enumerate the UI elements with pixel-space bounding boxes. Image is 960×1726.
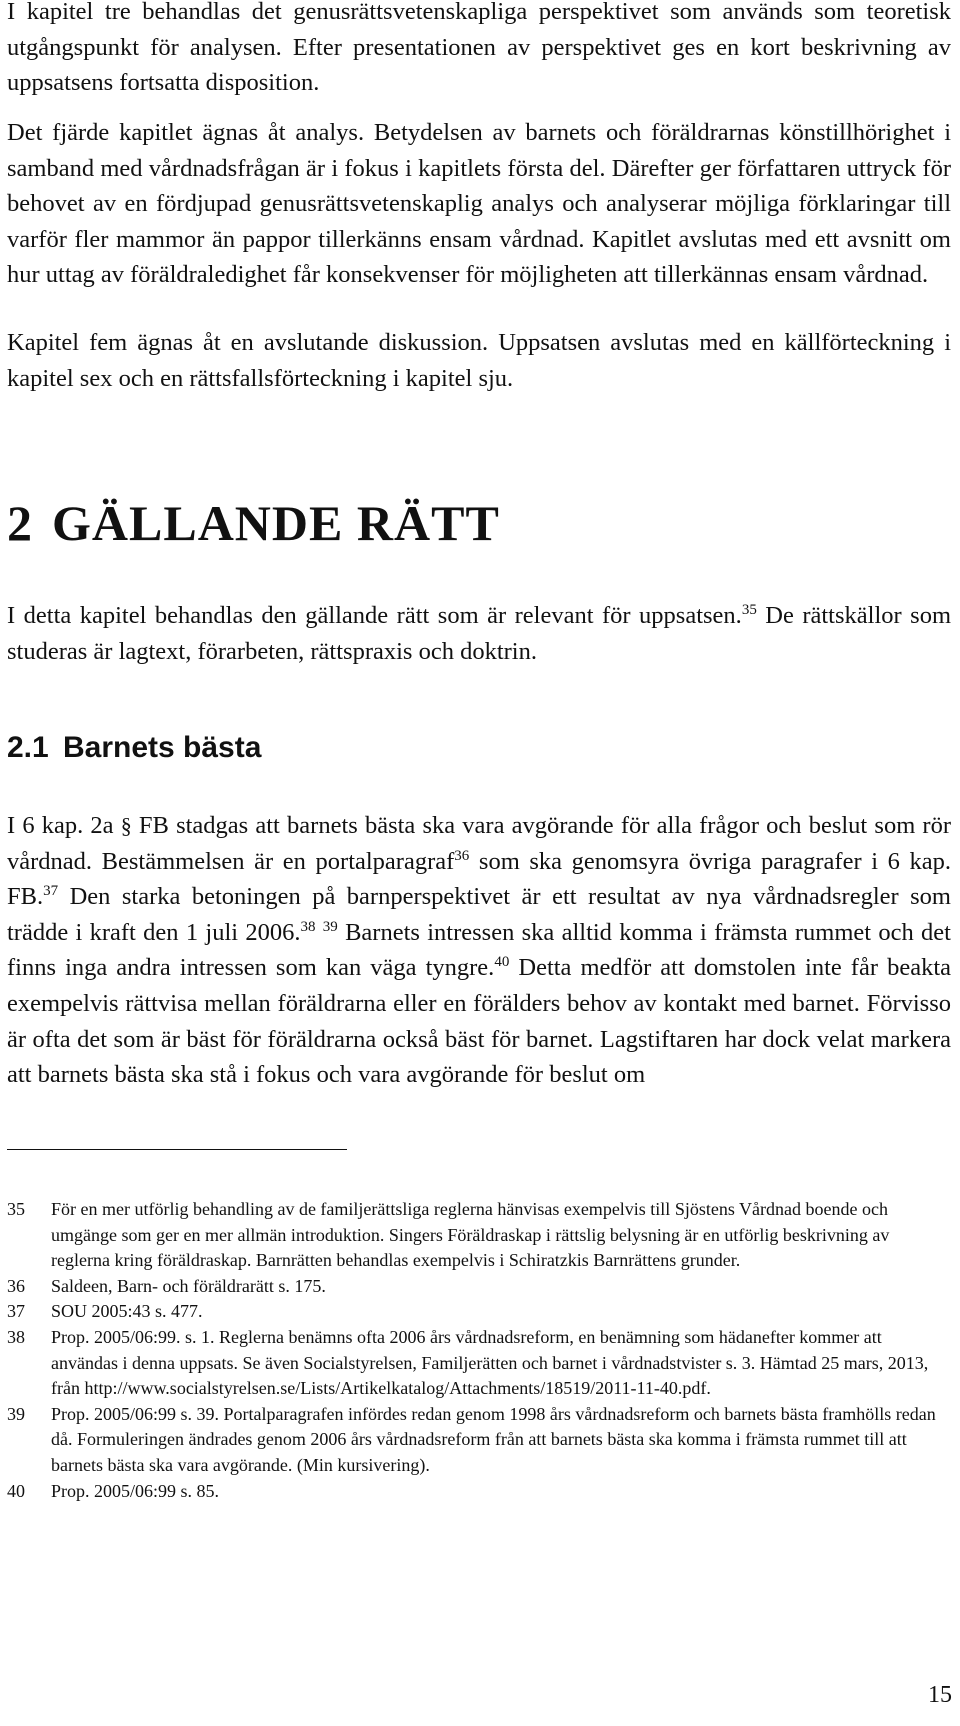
body-text-a: I 6 kap. 2a bbox=[7, 812, 121, 839]
body-text-b: FB stadgas att barnets bästa ska vara avgörande för alla frågor och beslut som rör vårdnad. Bestämmelsen är en portalparagraf bbox=[7, 812, 951, 875]
footnote-number: 40 bbox=[7, 1480, 25, 1501]
section-title: Barnets bästa bbox=[63, 731, 262, 764]
paragraph-chapter-four: Det fjärde kapitlet ägnas åt analys. Betydelsen av barnets och föräldrarnas könstillhörighet i samband med vårdnadsfrågan är i fokus i kapitlets första del. Därefter ger författaren uttryck för behovet av en fördjupad genusrättsvetenskaplig analys och analyserar möjliga förklaringar till varför fler mammor än pappor tillerkänns ensam vårdnad. Kapitlet avslutas med ett avsnitt om hur uttag av föräldraledighet får konsekvenser för möjligheten att tillerkännas ensam vårdnad. bbox=[7, 119, 951, 289]
footnote-number: 39 bbox=[7, 1403, 25, 1424]
footnote-number: 38 bbox=[7, 1326, 25, 1347]
footnote-item bbox=[7, 1325, 951, 1402]
footnote-text: Saldeen, Barn- och föräldrarätt s. 175. bbox=[51, 1275, 326, 1296]
chapter-title: GÄLLANDE RÄTT bbox=[52, 495, 500, 551]
body-text-e: Barnets intressen ska alltid komma i främsta rummet och det finns inga andra intressen som kan väga tyngre. bbox=[7, 918, 951, 982]
footnote-text: Prop. 2005/06:99. s. 1. Reglerna benämns ofta 2006 års vårdnadsreform, en benämning som hädanefter kommer att användas i denna uppsats. Se även Socialstyrelsen, Familjerätten och barnet i vårdnadstvister s. 3. Hämtad 25 mars, 2013, från http://www.socialstyrelsen.se/Lists/Artikelkatalog/Attachments/18519/2011-11-40.pdf. bbox=[51, 1326, 929, 1399]
footnote-ref-37: 37 bbox=[43, 883, 59, 900]
footnote-ref-38: 38 bbox=[300, 918, 316, 935]
section-sign: § bbox=[120, 813, 132, 838]
footnote-item bbox=[7, 1274, 951, 1300]
footnote-item bbox=[7, 1402, 951, 1479]
footnote-separator bbox=[7, 1149, 347, 1150]
paragraph-chapter-five: Kapitel fem ägnas åt en avslutande diskussion. Uppsatsen avslutas med en källförteckning i kapitel sex och en rättsfallsförteckning i kapitel sju. bbox=[7, 329, 951, 392]
paragraph-barnets-basta bbox=[7, 808, 951, 1093]
footnotes bbox=[7, 1197, 951, 1504]
page-number: 15 bbox=[928, 1682, 952, 1708]
body-text-d: Den starka betoningen på barnperspektivet är ett resultat av nya vårdnadsregler som trädde i kraft den 1 juli 2006. bbox=[7, 883, 951, 946]
footnote-ref-40: 40 bbox=[494, 954, 510, 971]
footnote-number: 36 bbox=[7, 1275, 25, 1296]
footnote-ref-35: 35 bbox=[741, 601, 757, 618]
footnote-number: 35 bbox=[7, 1199, 25, 1219]
footnote-item bbox=[7, 1479, 951, 1505]
footnote-item bbox=[7, 1197, 951, 1274]
paragraph-chapter-three: I kapitel tre behandlas det genusrättsvetenskapliga perspektivet som används som teoretisk utgångspunkt för analysen. Efter presentationen av perspektivet ges en kort beskrivning av uppsatsens fortsatta disposition. bbox=[7, 0, 951, 97]
footnote-number: 37 bbox=[7, 1301, 25, 1322]
intro-text-b: De rättskällor som studeras är lagtext, förarbeten, rättspraxis och doktrin. bbox=[7, 602, 951, 665]
body-text-c: som ska genomsyra övriga paragrafer i 6 kap. FB. bbox=[7, 847, 952, 911]
footnote-ref-39: 39 bbox=[322, 918, 338, 935]
body-text-f: Detta medför att domstolen inte får beakta exempelvis rättvisa mellan föräldrarna eller en förälders behov av kontakt med barnet. Förvisso är ofta det som är bäst för föräldrarna också bäst för barnet. Lagstiftaren har dock velat markera att barnets bästa ska stå i fokus och vara avgörande för beslut om bbox=[7, 954, 951, 1089]
footnote-text: Prop. 2005/06:99 s. 85. bbox=[51, 1480, 220, 1501]
section-number: 2.1 bbox=[7, 731, 49, 764]
footnote-text: För en mer utförlig behandling av de familjerättsliga reglerna hänvisas exempelvis till Sjöstens Vårdnad boende och umgänge som ger en mer allmän introduktion. Singers Föräldraskap i rättslig belysning är en utförlig beskrivning av reglerna kring föräldraskap. Barnrätten behandlas exempelvis i Schiratzkis Barnrättens grunder. bbox=[51, 1199, 890, 1271]
footnote-item bbox=[7, 1299, 951, 1325]
intro-text-a: I detta kapitel behandlas den gällande rätt som är relevant för uppsatsen. bbox=[7, 602, 742, 629]
paragraph-chapter-intro bbox=[7, 598, 951, 669]
footnote-text: SOU 2005:43 s. 477. bbox=[51, 1301, 203, 1322]
footnote-text: Prop. 2005/06:99 s. 39. Portalparagrafen infördes redan genom 1998 års vårdnadsreform och barnets bästa framhölls redan då. Formuleringen ändrades genom 2006 års vårdnadsreform från att barnets bästa ska komma i främsta rummet till att barnets bästa ska vara avgörande. (Min kursivering). bbox=[51, 1403, 936, 1475]
chapter-number: 2 bbox=[7, 495, 33, 551]
section-heading bbox=[7, 730, 261, 766]
footnote-ref-36: 36 bbox=[454, 847, 470, 864]
chapter-heading bbox=[7, 493, 500, 553]
